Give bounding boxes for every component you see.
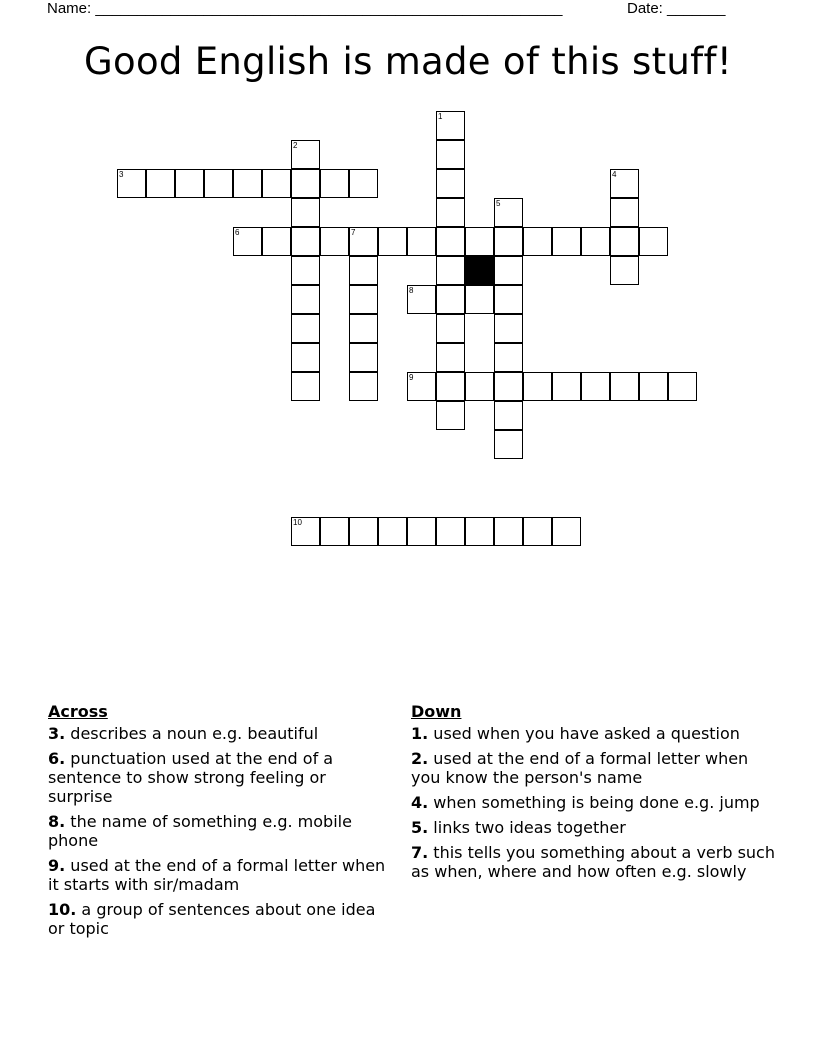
crossword-cell[interactable]: [494, 285, 523, 314]
crossword-cell[interactable]: [146, 169, 175, 198]
clue-number: 4.: [411, 793, 429, 812]
crossword-cell[interactable]: [320, 517, 349, 546]
cell-number: 5: [496, 199, 501, 208]
crossword-cell[interactable]: [552, 372, 581, 401]
crossword-cell[interactable]: [349, 169, 378, 198]
crossword-cell[interactable]: [668, 372, 697, 401]
crossword-cell[interactable]: [291, 227, 320, 256]
crossword-cell[interactable]: [291, 517, 320, 546]
clue-text: this tells you something about a verb such as when, where and how often e.g. slowly: [411, 843, 775, 881]
crossword-cell[interactable]: [436, 227, 465, 256]
crossword-cell[interactable]: [639, 227, 668, 256]
crossword-cell[interactable]: [465, 285, 494, 314]
crossword-cell[interactable]: [262, 169, 291, 198]
crossword-cell[interactable]: [436, 401, 465, 430]
crossword-cell[interactable]: [494, 401, 523, 430]
cell-number: 10: [293, 518, 302, 527]
crossword-cell[interactable]: [349, 372, 378, 401]
crossword-cell[interactable]: [610, 169, 639, 198]
crossword-cell[interactable]: [494, 372, 523, 401]
crossword-cell[interactable]: [494, 517, 523, 546]
crossword-cell[interactable]: [233, 169, 262, 198]
clue-item: [411, 843, 781, 881]
crossword-cell[interactable]: [117, 169, 146, 198]
crossword-cell[interactable]: [436, 372, 465, 401]
clue-item: [411, 749, 781, 787]
crossword-cell[interactable]: [639, 372, 668, 401]
clue-text: punctuation used at the end of a sentence to show strong feeling or surprise: [48, 749, 334, 806]
crossword-cell[interactable]: [291, 285, 320, 314]
crossword-cell[interactable]: [436, 111, 465, 140]
crossword-cell[interactable]: [407, 372, 436, 401]
clue-text: used when you have asked a question: [428, 724, 740, 743]
crossword-cell[interactable]: [349, 256, 378, 285]
crossword-cell[interactable]: [291, 343, 320, 372]
across-heading: Across: [48, 702, 108, 721]
crossword-cell[interactable]: [291, 372, 320, 401]
clue-item: [411, 818, 781, 837]
crossword-cell[interactable]: [378, 227, 407, 256]
crossword-cell[interactable]: [320, 169, 349, 198]
crossword-cell[interactable]: [610, 227, 639, 256]
cell-number: 4: [612, 170, 617, 179]
crossword-cell[interactable]: [552, 517, 581, 546]
crossword-cell[interactable]: [494, 430, 523, 459]
clue-number: 5.: [411, 818, 429, 837]
date-field-line[interactable]: Date: _______: [627, 0, 726, 17]
crossword-cell[interactable]: [291, 140, 320, 169]
crossword-cell[interactable]: [610, 372, 639, 401]
clue-number: 8.: [48, 812, 66, 831]
crossword-cell[interactable]: [465, 517, 494, 546]
crossword-cell[interactable]: [436, 285, 465, 314]
clue-number: 10.: [48, 900, 77, 919]
crossword-cell[interactable]: [436, 314, 465, 343]
cell-number: 9: [409, 373, 414, 382]
crossword-cell[interactable]: [407, 517, 436, 546]
clue-item: [48, 724, 388, 743]
crossword-cell[interactable]: [349, 517, 378, 546]
crossword-cell[interactable]: [436, 517, 465, 546]
across-clue-list: [48, 724, 388, 938]
cell-number: 3: [119, 170, 124, 179]
crossword-cell[interactable]: [494, 314, 523, 343]
crossword-cell[interactable]: [494, 343, 523, 372]
crossword-cell[interactable]: [465, 227, 494, 256]
crossword-cell[interactable]: [523, 517, 552, 546]
crossword-cell[interactable]: [175, 169, 204, 198]
crossword-cell[interactable]: [552, 227, 581, 256]
crossword-cell[interactable]: [494, 256, 523, 285]
clue-number: 7.: [411, 843, 429, 862]
crossword-cell[interactable]: [291, 198, 320, 227]
down-clues: [411, 702, 781, 887]
clue-text: the name of something e.g. mobile phone: [48, 812, 352, 850]
clue-number: 2.: [411, 749, 429, 768]
clue-text: used at the end of a formal letter when you know the person's name: [411, 749, 749, 787]
crossword-cell[interactable]: [436, 140, 465, 169]
cell-number: 2: [293, 141, 298, 150]
crossword-cell[interactable]: [436, 343, 465, 372]
clue-item: [48, 812, 388, 850]
crossword-cell[interactable]: [407, 227, 436, 256]
clue-text: links two ideas together: [428, 818, 626, 837]
black-cell: [465, 256, 494, 285]
crossword-cell[interactable]: [349, 314, 378, 343]
across-clues: [48, 702, 388, 944]
clue-text: when something is being done e.g. jump: [428, 793, 760, 812]
cell-number: 8: [409, 286, 414, 295]
crossword-cell[interactable]: [349, 227, 378, 256]
crossword-cell[interactable]: [436, 256, 465, 285]
down-heading: Down: [411, 702, 462, 721]
crossword-cell[interactable]: [378, 517, 407, 546]
page-title: Good English is made of this stuff!: [84, 40, 732, 83]
crossword-cell[interactable]: [436, 198, 465, 227]
crossword-cell[interactable]: [291, 169, 320, 198]
cell-number: 1: [438, 112, 443, 121]
clue-item: [411, 793, 781, 812]
clue-number: 9.: [48, 856, 66, 875]
name-field-line[interactable]: Name: ________________________________________________________: [47, 0, 563, 17]
crossword-cell[interactable]: [349, 343, 378, 372]
crossword-cell[interactable]: [436, 169, 465, 198]
crossword-cell[interactable]: [610, 198, 639, 227]
cell-number: 6: [235, 228, 240, 237]
down-clue-list: [411, 724, 781, 881]
crossword-cell[interactable]: [523, 372, 552, 401]
crossword-cell[interactable]: [494, 227, 523, 256]
crossword-cell[interactable]: [262, 227, 291, 256]
crossword-cell[interactable]: [204, 169, 233, 198]
crossword-cell[interactable]: [494, 198, 523, 227]
clue-item: [48, 900, 388, 938]
crossword-cell[interactable]: [523, 227, 552, 256]
crossword-cell[interactable]: [610, 256, 639, 285]
crossword-cell[interactable]: [349, 285, 378, 314]
crossword-cell[interactable]: [407, 285, 436, 314]
clue-text: a group of sentences about one idea or topic: [48, 900, 376, 938]
clue-text: describes a noun e.g. beautiful: [65, 724, 319, 743]
clue-text: used at the end of a formal letter when it starts with sir/madam: [48, 856, 386, 894]
clue-number: 1.: [411, 724, 429, 743]
clue-item: [48, 749, 388, 806]
crossword-cell[interactable]: [320, 227, 349, 256]
crossword-cell[interactable]: [233, 227, 262, 256]
clue-number: 6.: [48, 749, 66, 768]
clue-item: [411, 724, 781, 743]
crossword-cell[interactable]: [291, 314, 320, 343]
cell-number: 7: [351, 228, 356, 237]
crossword-cell[interactable]: [291, 256, 320, 285]
crossword-cell[interactable]: [581, 227, 610, 256]
clue-item: [48, 856, 388, 894]
crossword-cell[interactable]: [581, 372, 610, 401]
crossword-cell[interactable]: [465, 372, 494, 401]
clue-number: 3.: [48, 724, 66, 743]
